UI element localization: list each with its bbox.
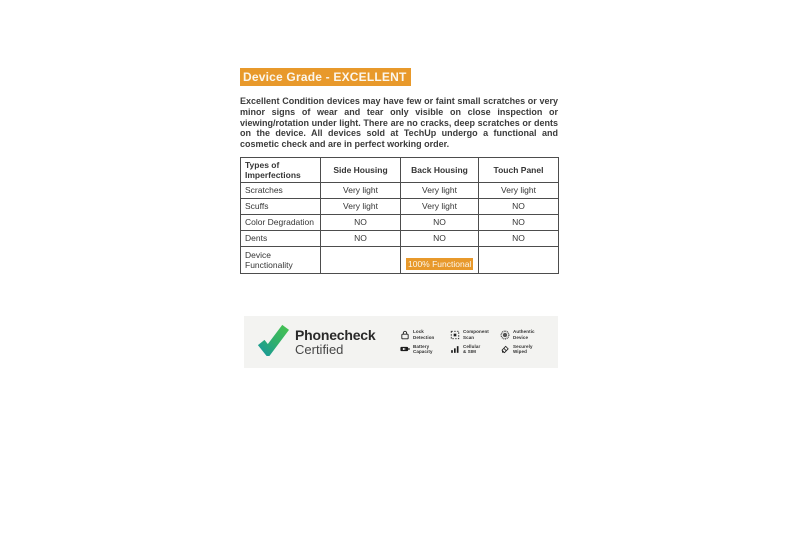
cell-functionality — [401, 246, 479, 273]
row-label: Scuffs — [241, 198, 321, 214]
component-scan-icon — [450, 330, 460, 340]
page-title: Device Grade - EXCELLENT — [240, 68, 411, 86]
brand-subtitle: Certified — [295, 341, 344, 357]
feature-label: Cellular & SIM — [463, 344, 481, 355]
table-header-row — [241, 157, 559, 182]
table-row-dents — [241, 230, 559, 246]
condition-description: Excellent Condition devices may have few or faint small scratches or very minor signs of wear and tear only visible on close inspection or viewing/rotation under light. There are no cracks, deep scratches or dents on the device. All devices sold at TechUp undergo a functional and cosmetic check and are in perfect working order. — [240, 96, 558, 150]
certification-features — [400, 329, 550, 355]
securely-wiped-icon — [500, 344, 510, 354]
battery-icon — [400, 344, 410, 354]
feature-authentic-device — [500, 329, 550, 340]
functionality-highlight: 100% Functional — [408, 258, 472, 269]
feature-label: Authentic Device — [513, 329, 535, 340]
lock-icon — [400, 330, 410, 340]
cell-value: NO — [321, 214, 401, 230]
cell-value: NO — [479, 230, 559, 246]
document-content — [240, 68, 558, 274]
col-header-types: Types of Imperfections — [241, 157, 321, 182]
cell-value: NO — [401, 214, 479, 230]
cell-value: Very light — [479, 182, 559, 198]
title-row — [240, 68, 558, 86]
feature-label: Component Scan — [463, 329, 489, 340]
cell-empty — [321, 246, 401, 273]
row-label: Color Degradation — [241, 214, 321, 230]
phonecheck-certified-banner — [244, 316, 558, 368]
cell-value: Very light — [401, 182, 479, 198]
col-header-touch-panel: Touch Panel — [479, 157, 559, 182]
table-row-scuffs — [241, 198, 559, 214]
phonecheck-brand-text — [295, 328, 375, 356]
brand-name: Phonecheck — [295, 326, 376, 343]
authentic-device-icon — [500, 330, 510, 340]
feature-label: Lock Detection — [413, 329, 435, 340]
feature-securely-wiped — [500, 344, 550, 355]
feature-cellular-sim — [450, 344, 500, 355]
table-row-device-functionality — [241, 246, 559, 273]
feature-component-scan — [450, 329, 500, 340]
imperfections-table — [240, 157, 559, 274]
phonecheck-logo — [256, 324, 375, 361]
col-header-side-housing: Side Housing — [321, 157, 401, 182]
row-label: Scratches — [241, 182, 321, 198]
cell-empty — [479, 246, 559, 273]
cell-value: Very light — [321, 182, 401, 198]
cell-value: NO — [479, 198, 559, 214]
feature-label: Battery Capacity — [413, 344, 433, 355]
row-label: Dents — [241, 230, 321, 246]
cell-value: NO — [479, 214, 559, 230]
row-label: Device Functionality — [241, 246, 321, 273]
col-header-back-housing: Back Housing — [401, 157, 479, 182]
feature-label: Securely Wiped — [513, 344, 533, 355]
feature-lock-detection — [400, 329, 450, 340]
cellular-sim-icon — [450, 344, 460, 354]
cell-value: NO — [401, 230, 479, 246]
feature-battery-capacity — [400, 344, 450, 355]
cell-value: Very light — [401, 198, 479, 214]
cell-value: Very light — [321, 198, 401, 214]
table-row-scratches — [241, 182, 559, 198]
cell-value: NO — [321, 230, 401, 246]
table-row-color-degradation — [241, 214, 559, 230]
phonecheck-checkmark-icon — [256, 324, 290, 361]
